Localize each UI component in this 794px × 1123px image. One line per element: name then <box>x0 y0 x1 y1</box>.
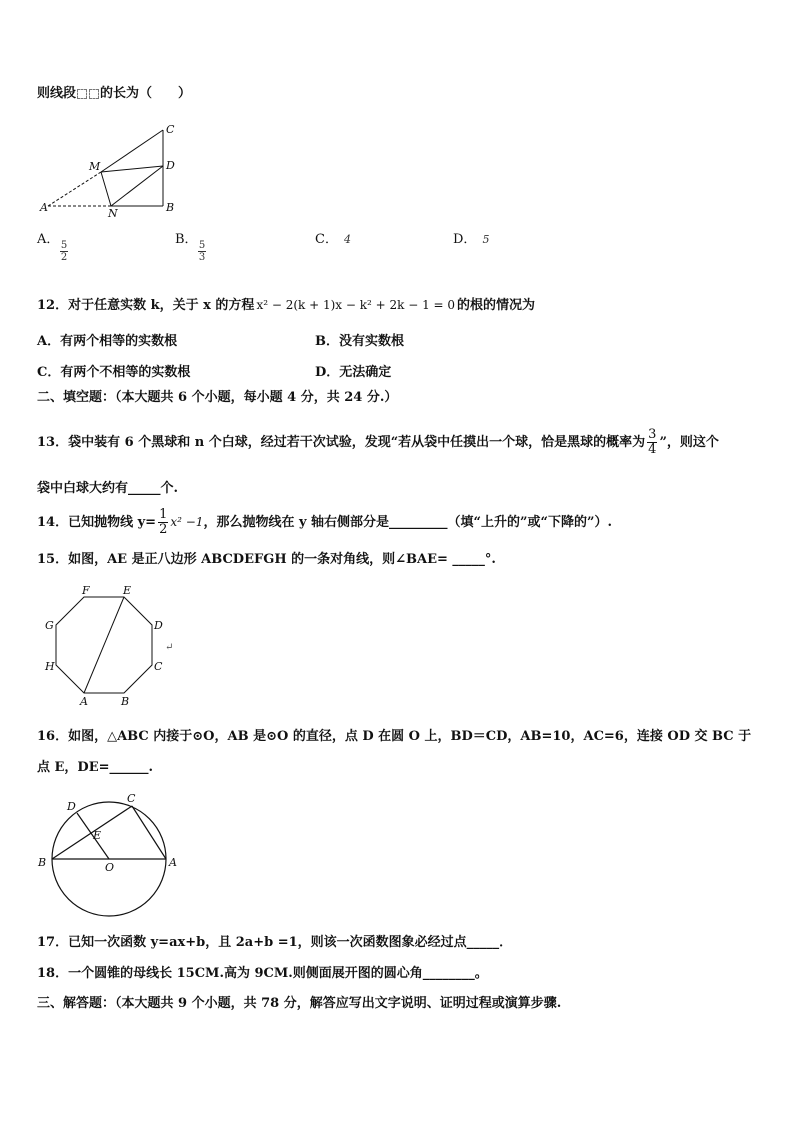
q11-label-a: A <box>40 201 48 214</box>
q16-label-e: E <box>93 829 102 842</box>
q15-label-a: A <box>80 695 88 707</box>
q13-fraction: $\frac{3}{4}$ <box>648 427 657 457</box>
placeholder-box <box>77 89 87 99</box>
q12-stem: 12．对于任意实数 k，关于 x 的方程 x² − 2(k + 1)x − k² + 2k − 1 = 0 的根的情况为 <box>37 298 536 313</box>
q11-label-b: B <box>166 201 175 214</box>
q11-option-a-frac: 5 2 <box>60 240 68 263</box>
q15-label-b: B <box>121 695 130 707</box>
q12-option-c: C．有两个不相等的实数根 <box>37 365 191 380</box>
q17-text: 17．已知一次函数 y=ax+b，且 2a+b =1，则该一次函数图象必经过点_____． <box>37 935 513 950</box>
q16-label-d: D <box>67 800 76 813</box>
q11-option-b-frac: 5 3 <box>198 240 206 263</box>
q11-option-b: B． <box>175 232 198 247</box>
q13-line2: 袋中白球大约有_____个. <box>37 481 179 496</box>
q12-option-a: A．有两个相等的实数根 <box>37 334 178 349</box>
q16-label-b: B <box>38 856 47 869</box>
q12-option-b: B．没有实数根 <box>315 334 404 349</box>
q14-fraction: $\frac{1}{2}$ <box>159 507 168 537</box>
q15-text: 15．如图，AE 是正八边形 ABCDEFGH 的一条对角线，则∠BAE= _____°. <box>37 552 496 567</box>
q11-option-a: A． <box>37 232 60 247</box>
placeholder-box <box>89 89 99 99</box>
q15-label-c: C <box>154 660 163 673</box>
q16-circle-figure <box>35 790 185 920</box>
q15-label-e: E <box>123 584 132 597</box>
q16-label-a: A <box>169 856 177 869</box>
q11-figure <box>38 122 183 222</box>
q11-option-d: D． 5 <box>453 232 490 247</box>
q16-line1: 16．如图，△ABC 内接于⊙O，AB 是⊙O 的直径，点 D 在圆 O 上，BD＝CD，AB=10，AC=6，连接 OD 交 BC 于 <box>37 729 752 744</box>
q11-stem: 则线段 的长为（ ） <box>37 86 192 101</box>
q11-label-c: C <box>166 123 175 136</box>
q11-label-n: N <box>108 207 118 220</box>
q13-line1: 13．袋中装有 6 个黑球和 n 个白球，经过若干次试验，发现“若从袋中任摸出一个球，恰是黑球的概率为 $\frac{3}{4}$ ”，则这个 <box>37 427 719 457</box>
q15-label-g: G <box>45 619 54 632</box>
q15-octagon-figure <box>40 582 180 707</box>
section-2-heading: 二、填空题：（本大题共 6 个小题，每小题 4 分，共 24 分.） <box>37 390 398 405</box>
q16-label-o: O <box>105 861 115 874</box>
section-3-heading: 三、解答题：（本大题共 9 个小题，共 78 分，解答应写出文字说明、证明过程或演算步骤. <box>37 996 562 1011</box>
q15-label-d: D <box>154 619 163 632</box>
q11-label-d: D <box>166 159 175 172</box>
q15-return-mark: ↵ <box>165 642 174 653</box>
q14-text: 14．已知抛物线 y= $\frac{1}{2}$ x² −1，那么抛物线在 y 轴右侧部分是_________（填“上升的”或“下降的”）. <box>37 507 612 537</box>
q15-label-f: F <box>82 584 90 597</box>
q12-option-d: D．无法确定 <box>315 365 392 380</box>
q16-label-c: C <box>127 792 136 805</box>
q15-label-h: H <box>45 660 55 673</box>
q11-option-c: C． 4 <box>315 232 351 247</box>
q18-text: 18．一个圆锥的母线长 15CM.高为 9CM.则侧面展开图的圆心角________。 <box>37 966 488 981</box>
q11-label-m: M <box>89 160 101 173</box>
q16-line2: 点 E，DE=______. <box>37 760 154 775</box>
q12-equation: x² − 2(k + 1)x − k² + 2k − 1 = 0 <box>256 298 456 312</box>
